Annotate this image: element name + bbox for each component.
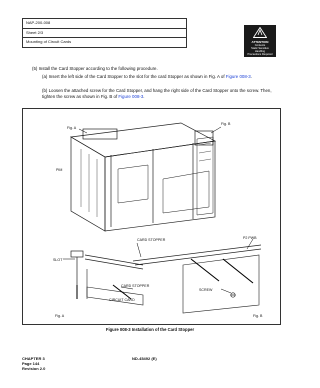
detail-a-drawing: [71, 251, 143, 305]
p2-pwb-label: P2 PWB: [243, 236, 257, 240]
step-5a-end: .: [250, 74, 252, 79]
attention-line4: Precautions Required: [247, 53, 273, 56]
card-stopper-label-top: CARD STOPPER: [137, 238, 166, 242]
screw-label: SCREW: [199, 288, 213, 292]
revision-label: Revision 2.0: [22, 366, 46, 372]
figure-link-a[interactable]: Figure 008-3: [225, 74, 251, 79]
doc-number: ND-45492 (E): [132, 356, 157, 361]
header-table: [22, 18, 187, 48]
chapter-label: CHAPTER 3: [22, 356, 45, 361]
footer-left: [22, 356, 45, 372]
figure-caption: Figure 008-3 Installation of the Card Stopper: [105, 327, 195, 332]
attention-line2: Static Sensitive: [251, 47, 269, 50]
circuit-card-label: CIRCUIT CARD: [109, 298, 135, 302]
fig-a-label-top: Fig. A: [67, 126, 77, 130]
step-5: (5) Install the Card Stopper according to the following procedure.: [32, 66, 158, 71]
step-5b: [42, 88, 282, 99]
sheet-number: Sheet 2/3: [23, 29, 186, 39]
step-5a-text: (a) Insert the left side of the Card Stopper to the slot for the card Stopper as shown in Fig. A of: [42, 74, 226, 79]
static-warning-icon: [253, 27, 267, 38]
detail-b-drawing: [133, 245, 261, 313]
doc-id: NAP-200-008: [23, 19, 186, 29]
fig-a-highlight-top: [83, 129, 117, 139]
fig-b-label-top: Fig. B: [221, 122, 231, 126]
pim-label: PIM: [56, 168, 63, 172]
installation-drawing: [23, 109, 280, 324]
attention-line1: Contents: [254, 44, 266, 47]
figure-frame: [22, 108, 281, 325]
step-5a: [42, 74, 282, 80]
step-5b-text: (b) Loosen the attached screw for the Card Stopper, and hang the right side of the Card Stopper onto the screw. Then, tighten the screw as shown in Fig. B of: [42, 88, 272, 99]
page-number: Page 144: [22, 361, 40, 367]
step-5b-end: .: [143, 93, 145, 99]
attention-title: ATTENTION: [251, 40, 269, 44]
section-title: Mounting of Circuit Cards: [26, 39, 72, 44]
card-stopper-label-bottom: CARD STOPPER: [121, 284, 150, 288]
attention-line3: Handling: [254, 50, 266, 53]
fig-b-label-bottom: Fig. B: [253, 314, 263, 318]
figure-link-b[interactable]: Figure 008-3: [118, 93, 144, 99]
fig-a-label-bottom: Fig. A: [55, 314, 65, 318]
attention-badge: [244, 25, 276, 57]
slot-label: SLOT: [53, 258, 63, 262]
